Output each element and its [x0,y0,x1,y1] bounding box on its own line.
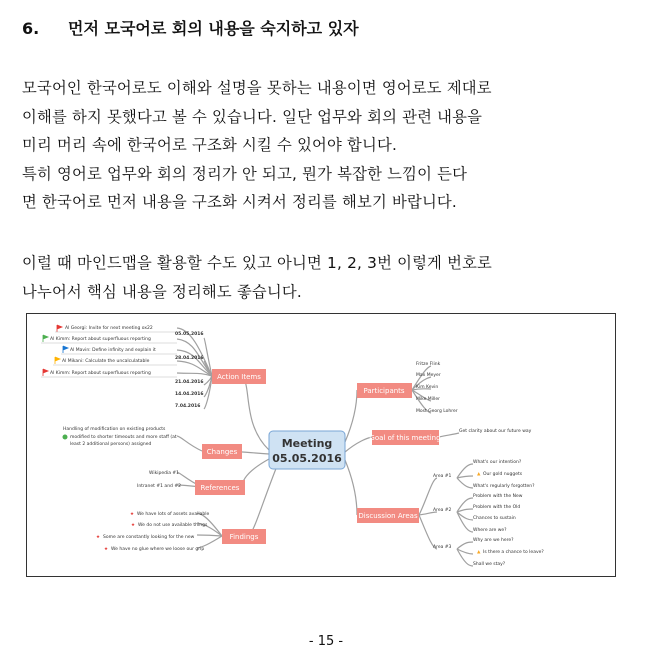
participant-item: Mike Miller [416,397,441,402]
references-label: References [200,484,240,492]
task-item [55,325,177,332]
finding-item: Some are constantly looking for the new [103,535,195,540]
section-number: 6. [22,19,40,38]
area-name: Area #1 [433,474,452,479]
area-item: Problem with the New [473,494,523,499]
star-icon: ★ [130,512,135,517]
changes-line: modified to shorter timeouts and more staff (at [70,435,177,440]
paragraph-line: 특히 영어로 업무와 회의 정리가 안 되고, 뭔가 복잡한 느낌이 든다 [22,164,468,183]
paragraph-line: 모국어인 한국어로도 이해와 설명을 못하는 내용이면 영어로도 제대로 [22,79,492,97]
star-icon: ★ [104,547,109,552]
finding-item: We do not use available things [138,523,208,528]
area-name: Area #3 [433,545,452,550]
task-item [41,369,177,377]
participant-item: Fritze Flink [416,362,441,367]
action-items-label: Action Items [217,373,261,381]
participant-item: Most Georg Lohrer [416,409,458,414]
svg-text:Al Mikani: Calculate the uncal: Al Mikani: Calculate the uncalculatable [62,359,150,364]
paragraph-2 [22,249,622,306]
discussion-label: Discussion Areas [358,512,418,520]
area-item: Our gold nuggets [483,472,523,477]
svg-text:Al Kimm: Report about superflu: Al Kimm: Report about superfluous reporting [50,371,151,376]
center-date: 05.05.2016 [272,452,342,465]
reference-item: Intranet #1 and #2 [137,484,181,489]
section-title: 먼저 모국어로 회의 내용을 숙지하고 있자 [68,19,359,38]
participant-item: Kim Kevin [416,385,439,390]
reference-item: Wikipedia #1 [149,471,180,476]
date-item: 05.05.2016 [175,332,204,337]
participant-item: Max Meyer [416,373,441,378]
check-icon [63,435,68,440]
task-item [61,346,177,354]
task-item [41,335,177,343]
participants-label: Participants [363,387,405,395]
red-flag-icon [57,325,62,332]
finding-item: We have no glue where we loose our grip [111,547,205,552]
yellow-flag-icon [55,357,60,364]
goal-label: Goal of this meeting [369,434,441,442]
finding-item: We have lots of assets available [137,512,210,517]
date-item: 28.04.2016 [175,356,204,361]
svg-text:Al Georgi: Invite for next mee: Al Georgi: Invite for next meeting ox22 [65,326,153,331]
mindmap-figure [26,313,616,577]
area-item: What's regularly forgotten? [473,484,535,489]
date-item: 21.04.2016 [175,380,204,385]
task-item [53,357,177,365]
paragraph-line: 면 한국어로 먼저 내용을 구조화 시켜서 정리를 해보기 바랍니다. [22,193,457,211]
warning-icon: ▲ [477,472,481,477]
section-heading [22,16,359,39]
changes-line: Handling of modification on existing products [63,427,166,432]
date-item: 7.04.2016 [175,404,201,409]
area-name: Area #2 [433,508,452,513]
goal-text: Get clarity about our future way [459,429,532,434]
star-icon: ★ [96,535,101,540]
green-flag-icon [43,335,48,342]
warning-icon: ▲ [477,550,481,555]
changes-line: least 2 additional persons) assigned [70,442,152,447]
red-flag-icon [43,369,48,376]
area-item: Is there a chance to leave? [483,550,544,555]
paragraph-line: 이해를 하지 못했다고 볼 수 있습니다. 일단 업무와 회의 관련 내용을 [22,107,483,126]
svg-text:Al Kimm: Report about superflu: Al Kimm: Report about superfluous reporting [50,337,151,342]
area-item: Problem with the Old [473,505,521,510]
area-item: Chances to sustain [473,516,516,521]
findings-label: Findings [229,533,259,541]
star-icon: ★ [131,523,136,528]
date-item: 14.04.2016 [175,392,204,397]
area-item: What's our intention? [473,460,522,465]
changes-label: Changes [206,448,238,456]
center-title: Meeting [281,437,333,450]
paragraph-line: 이럴 때 마인드맵을 활용할 수도 있고 아니면 1, 2, 3번 이렇게 번호로 [22,254,493,272]
page-number: - 15 - [308,634,344,649]
area-item: Where are we? [473,528,507,533]
svg-text:Al Mavin: Define infinity and: Al Mavin: Define infinity and explain it [70,348,156,353]
area-item: Shall we stay? [473,562,506,567]
paragraph-line: 미리 머리 속에 한국어로 구조화 시킬 수 있어야 합니다. [22,136,398,154]
paragraph-1 [22,74,622,217]
paragraph-line: 나누어서 핵심 내용을 정리해도 좋습니다. [22,282,302,301]
blue-flag-icon [63,346,68,353]
area-item: Why are we here? [473,538,514,543]
